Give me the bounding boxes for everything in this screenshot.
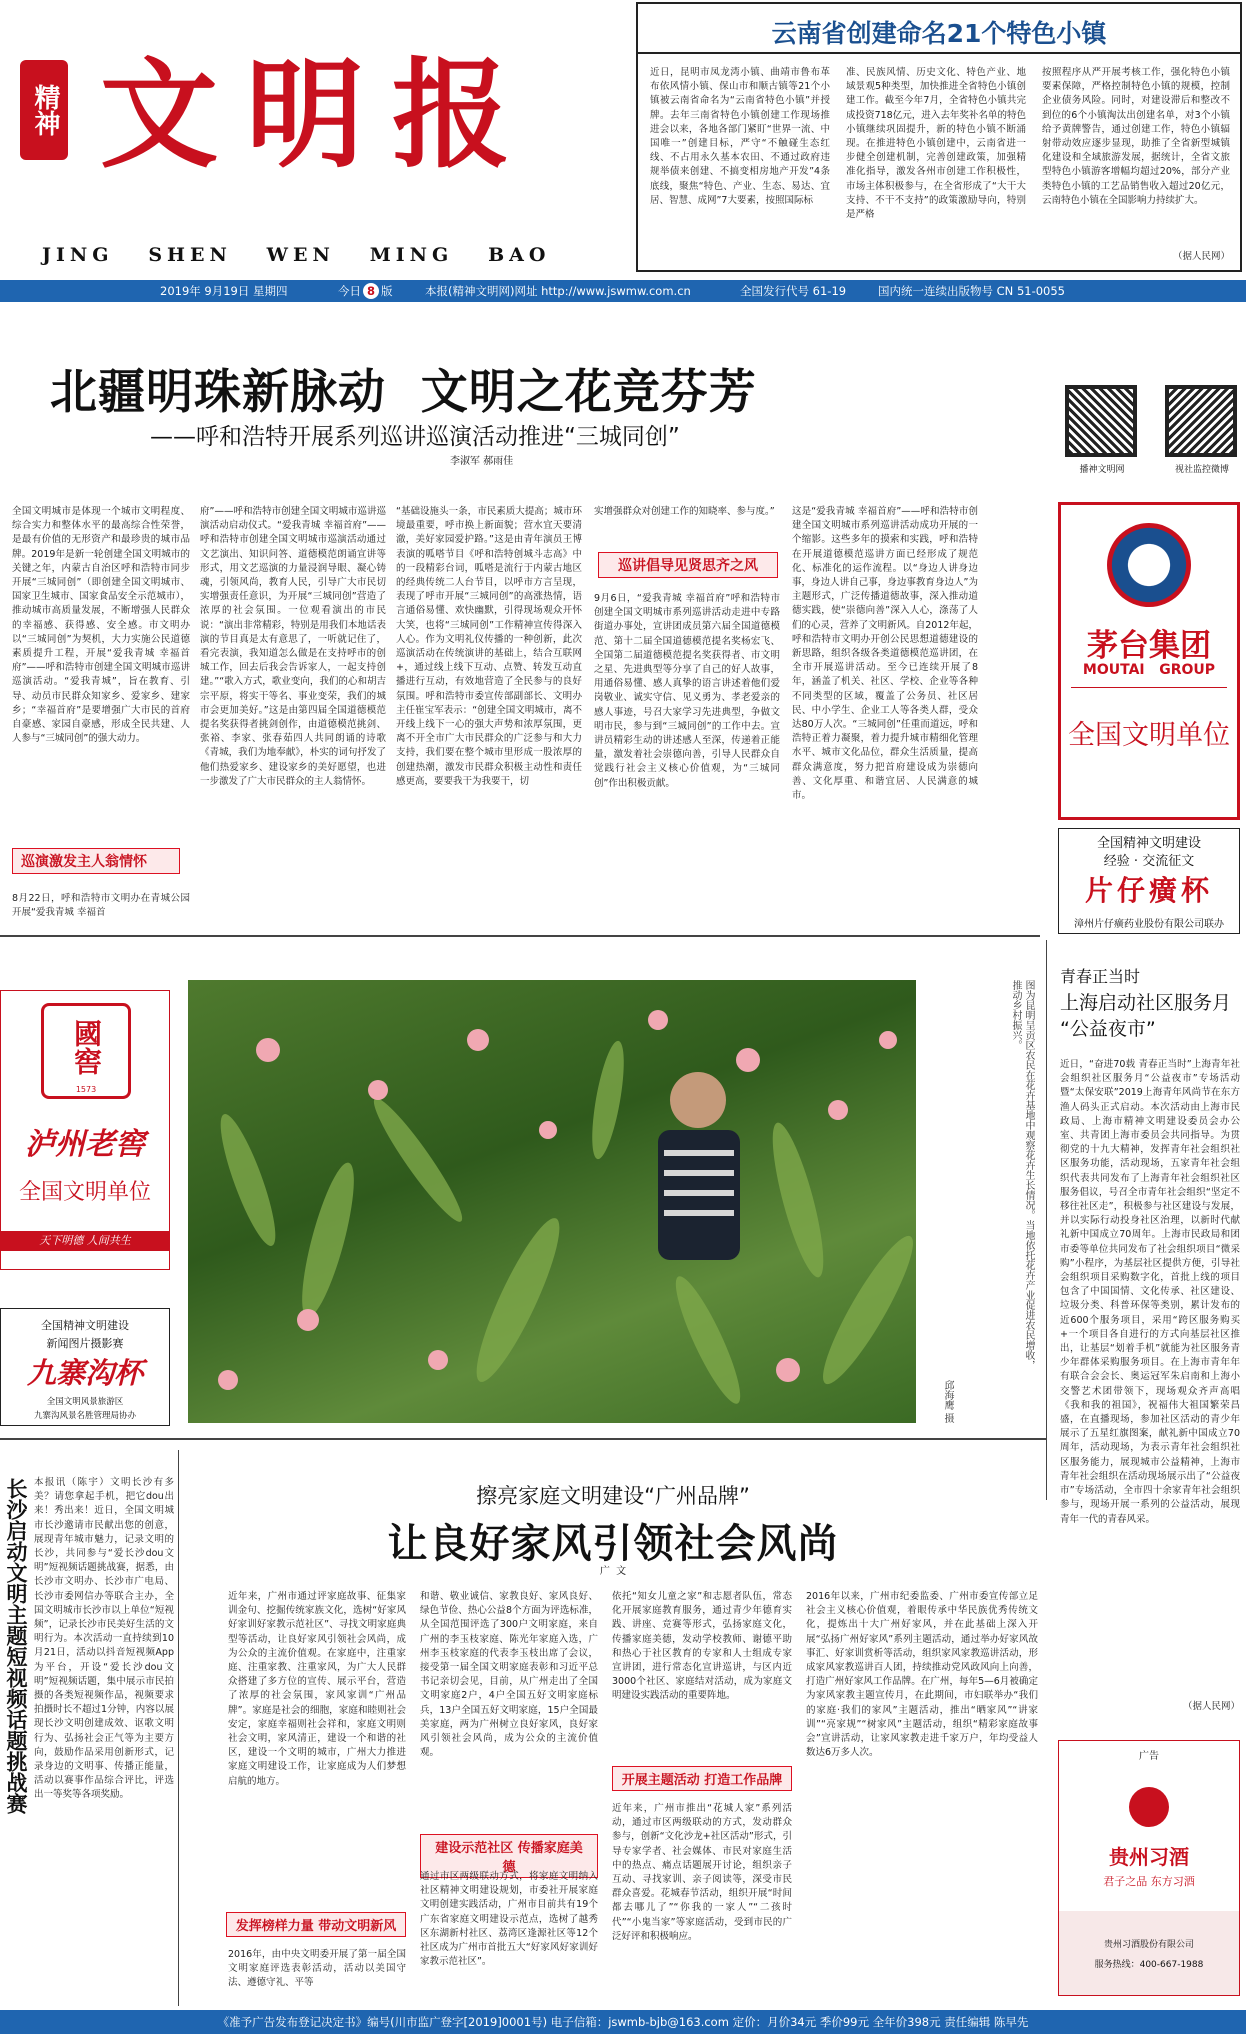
laojiao-bar: 天下明德 人间共生 bbox=[1, 1231, 169, 1251]
bottom-box2: 建设示范社区 传播家庭美德 bbox=[420, 1834, 598, 1878]
right-byline: （据人民网） bbox=[1182, 1701, 1240, 1712]
qr-code-1[interactable] bbox=[1065, 385, 1137, 457]
photo-caption: 图为昆明呈贡区农民在花卉基地中观察花卉生长情况。当地依托花卉产业促进农民增收，推动乡村振兴。 bbox=[1010, 980, 1034, 1370]
jzg-name: 九寨沟杯 bbox=[26, 1356, 143, 1390]
xijiu-logo-icon bbox=[1129, 1787, 1169, 1827]
bottom-kicker: 擦亮家庭文明建设“广州品牌” bbox=[476, 1484, 750, 1508]
bottom-col2: 和谐、敬业诚信、家教良好、家风良好、绿色节俭、热心公益8个方面为评选标准，从全国范围评选了300户文明家庭，来自广州的李玉枝家庭、陈光年家庭入选，广州李玉枝家庭的代表李玉枝出席了会议，接受第一届全国文明家庭表彰和习近平总书记亲切会见，目前，从广州走出了全国文明家庭2户，4户全国五好文明家庭标兵，13户全国五好文明家庭，15户全国最美家庭，两为广州树立良好家风，良好家风引领社会风尚，成为公众的主流价值观。 bbox=[420, 1591, 598, 1759]
bottom-col2b: 通过市区两级联动方式，将家庭文明纳入社区精神文明建设规划，市委社开展家庭文明创建实践活动，广州市目前共有19个广东省家庭文明建设示范点，选树了越秀区东湖新村社区、荔湾区逢源社区等12个社区成为广州市首批五大“好家风好家训好家教示范社区”。 bbox=[420, 1871, 598, 1968]
moutai-ad bbox=[1058, 502, 1240, 820]
laojiao-name: 泸州老窖 bbox=[25, 1127, 145, 1162]
pzh-ad bbox=[1058, 828, 1240, 934]
xijiu-ad-label: 广告 bbox=[1139, 1751, 1159, 1762]
left-vert-title: 长沙启动文明主题短视频话题挑战赛 bbox=[4, 1478, 28, 1814]
xijiu-slogan: 君子之品 东方习酒 bbox=[1103, 1875, 1195, 1888]
main-col4a: 实增强群众对创建工作的知晓率、参与度。” bbox=[594, 506, 775, 517]
main-col5: 这是“爱我青城 幸福首府”——呼和浩特市创建全国文明城市系列巡讲活动成功开展的一个缩影。这些多年的摸索和实践，呼和浩特在开展道德模范巡讲方面已经形成了规范化、标准化的运作流程。以“身边人讲身边事，身边人讲自己事，身边事教育身边人”为主题形式，广泛传播道德故事，深入推动道德实践，使“崇德向善”深入人心，涤荡了人们的心灵，营养了文明新风。自2012年起，呼和浩特市文明办开创公民思想道德建设的新思路，组织各级各类道德模范巡讲团，在全市开展巡讲活动。至今已连续开展了8年，涵盖了机关、社区、学校、企业等各种不同类型的区域，覆盖了公务员、社区居民、中小学生、企业工人等各类人群，受众达80万人次。“三城同创”任重而道远，呼和浩特正着力凝聚，着力提升城市精细化管理水平、城市文化品位，群众生活质量，提高群众满意度，努力把首府建设成为崇德向善、文化厚重、和谐宜居、人民满意的城市。 bbox=[792, 506, 978, 802]
bottom-byline: 广 文 bbox=[599, 1566, 627, 1577]
masthead-pinyin: JING SHEN WEN MING BAO bbox=[42, 244, 551, 266]
top-story-col3: 按照程序从严开展考核工作，强化特色小镇要素保障，严格控制特色小镇的规模，控制企业债务风险。同时，对建设滞后和整改不到位的6个小镇淘汰出创建名单，对3个小镇给予黄牌警告，通过创建工作，特色小镇辐射带动效应逐步显现，助推了全省新型城镇化建设和全域旅游发展，据统计，全省文旅型特色小镇游客增幅均超过20%，部分产业类特色小镇的工艺品销售收入超过20亿元，云南特色小镇在全国影响力持续扩大。 bbox=[1042, 67, 1230, 206]
bottom-col3b: 近年来，广州市推出“花城人家”系列活动，通过市区两级联动的方式，发动群众参与，创新“文化沙龙+社区活动”形式，引导专家学者、社会媒体、市民对家庭生活中的热点、痛点话题展开讨论，组织亲子互动、寻找家训、亲子阅读等，深受市民群众喜爱。花城春节活动，组织开展“时间都去哪儿了”“你我的一家人”“二孩时代”“小鬼当家”等家庭活动，受到市民的广泛好评和积极响应。 bbox=[612, 1803, 792, 1942]
cn-number: 国内统一连续出版物号 CN 51-0055 bbox=[878, 284, 1065, 298]
right-kicker: 青春正当时 bbox=[1060, 967, 1141, 986]
bottom-col1b: 2016年，由中央文明委开展了第一届全国文明家庭评选表彰活动，活动以美国守法、遵德守礼、平等 bbox=[228, 1949, 406, 1989]
website: 本报(精神文明网)网址 http://www.jswmw.com.cn bbox=[425, 284, 691, 298]
footer-bar bbox=[0, 2010, 1246, 2034]
masthead-logo-small: 精神 bbox=[30, 84, 60, 136]
masthead-logo: 文明报 bbox=[100, 45, 539, 184]
qr-label-2: 视社监控微博 bbox=[1174, 465, 1229, 475]
pzh-mid: 经验 · 交流征文 bbox=[1103, 854, 1195, 869]
laojiao-ad bbox=[0, 990, 170, 1270]
masthead-seal bbox=[20, 60, 68, 160]
jzg-top: 全国精神文明建设 bbox=[41, 1319, 129, 1332]
main-box2: 巡讲倡导见贤思齐之风 bbox=[598, 552, 778, 578]
guojiao-seal bbox=[41, 1003, 131, 1099]
flower-field-image bbox=[188, 980, 916, 1423]
issue-date: 2019年 9月19日 星期四 bbox=[160, 284, 288, 298]
right-body: 近日，“奋进70载 青春正当时”上海青年社会组织社区服务月“公益夜市”专场活动暨“太保安联”2019上海青年风尚节在东方渔人码头正式启动。本次活动由上海市民政局、上海市精神文明建设委员会办公室、共青团上海市委员会共同指导。为贯彻党的十九大精神，发挥青年社会组织社区服务功能，活动现场，五家青年社会组织代表共同发布了上海青年社会组织社区服务倡议，号召全市青年社会组织“坚定不移往社区走”，积极参与社区建设与发展，并以实际行动投身社区治理，以新时代献礼新中国成立70周年。上海市民政局和团市委等单位共同发布了社会组织项目“微采购”小程序，为基层社区提供方便，引导社会组织项目采购数字化，首批上线的项目包含了中国国情、文化传承、社区建设、垃圾分类、科普环保等类别，累计发布的近600个服务项目，采用“跨区服务购买+一个项目各自进行的方式向基层社区推出，让基层“划着手机”就能为社区服务青少年群体采购服务项目。在上海市青年年有联合会会长、奥运冠军朱启南和上海小交警艺术团带领下，现场观众齐声高唱《我和我的祖国》，祝福伟大祖国繁荣昌盛，在直播现场，参加社区活动的青少年展示了五星红旗图案，献礼新中国成立70周年，活动现场，为表示青年社会组织社区服务能力，展现城市公益精神，上海市青年社会组织在活动现场展示出了“公益夜市”专场活动，全市四十余家青年社会组织参与，现场开展一系列的公益活动，展现青年一代的青春风采。 bbox=[1060, 1059, 1240, 1525]
guojiao-seal-text: 國窖 bbox=[70, 1019, 103, 1075]
page-count-suffix: 版 bbox=[381, 284, 393, 298]
main-col1: 全国文明城市是体现一个城市文明程度、综合实力和整体水平的最高综合性荣誉，是最有价值的无形资产和最珍贵的城市品牌。2019年是新一轮创建全国文明城市的关键之年，内蒙古自治区呼和浩特市同步开展“三城同创”（即创建全国文明城市、国家卫生城市、国家食品安全示范城市），推动城市高质量发展，不断增强人民群众的幸福感、获得感、安全感。市文明办以“三城同创”为契机，大力实施公民道德素质提升工程，开展“爱我青城 幸福首府”——呼和浩特市创建全国文明城市巡讲巡演活动。“爱我青城”，旨在教育、引导、动员市民群众知家乡、爱家乡、建家乡；“幸福首府”是要增强广大市民的首府自豪感、家园自豪感，形成全民共建、人人参与“三城同创”的强大动力。 bbox=[12, 506, 190, 745]
issue-code: 全国发行代号 61-19 bbox=[740, 284, 847, 298]
main-photo bbox=[188, 980, 916, 1423]
moutai-logo-text: MOUTAI bbox=[1129, 561, 1169, 571]
page-count-prefix: 今日 bbox=[338, 284, 361, 298]
main-col2: 府”——呼和浩特市创建全国文明城市巡讲巡演活动启动仪式。“爱我青城 幸福首府”——呼和浩特市创建全国文明城市巡演活动通过文艺演出、知识问答、道德模范朗诵宣讲等形式，用文艺巡演的力量浸润导眼、凝心铸魂，引领风尚，教育人民，引导广大市民切实增强责任意识，为开展“三城同创”营造了浓厚的社会氛围。一位观看演出的市民说：“演出非常精彩，特别是用我们本地话表演的节目真是太有意思了，一听就记住了，看完表演，我知道怎么做是在支持呼市的创城工作，回去后我会告诉家人，一起支持创建。”“歌入方式，歌业变向，我们的心和胡吉宗平原，将实干等名、事业变荣，我们的城市会更加美好。”这是由第四届全国道德模范提名奖获得者挑剑创作，由道德模范挑剑、张裕、李家、张春茹四人共同朗诵的诗歌《青城，我们为地奉献》，朴实的词句抒发了他们热爱家乡、建设家乡的美好愿望，也进一步激发了广大市民群众的主人翁情怀。 bbox=[200, 506, 386, 787]
xijiu-tel: 服务热线：400-667-1988 bbox=[1094, 1960, 1204, 1970]
jzg-mid: 新闻图片摄影赛 bbox=[46, 1337, 124, 1350]
bottom-col3: 依托“知女儿童之家”和志愿者队伍，常态化开展家庭教育服务，通过青少年德育实践、讲座、竞赛等形式，弘扬家庭文化，传播家庭美德，发动学校教师、谢德平助和热心于社区教育的专家和人士组成专家宣讲团，进行常态化宣讲巡讲，与区内近3000个社区、家庭结对活动，成为家庭文明建设实践活动的重要阵地。 bbox=[612, 1591, 792, 1702]
right-title1: 上海启动社区服务月 bbox=[1060, 992, 1232, 1014]
pzh-top: 全国精神文明建设 bbox=[1096, 836, 1201, 851]
jzg-co2: 九寨沟风景名胜管理局协办 bbox=[33, 1411, 136, 1421]
bottom-title: 让良好家风引领社会风尚 bbox=[387, 1521, 839, 1567]
page-count-num: 8 bbox=[363, 283, 379, 299]
masthead bbox=[0, 0, 630, 275]
moutai-name: 茅台集团 bbox=[1087, 628, 1211, 664]
footer-text: 《准予广告发布登记决定书》编号(川市监广登字[2019]0001号) 电子信箱：jswmb-bjb@163.com 定价：月价34元 季价99元 全年价398元 责任编辑 陈早先 bbox=[217, 2015, 1029, 2029]
main-col4: 9月6日，“爱我青城 幸福首府”呼和浩特市创建全国文明城市系列巡讲活动走进中专路街道办事处，宣讲团成员第六届全国道德模范、第十二届全国道德模范提名奖杨宏飞、全国第二届道德模范提名奖获得者、市文明之星、先进典型等分享了自己的好人故事，用通俗易懂、感人真挚的语言讲述着他们爱岗敬业、诚实守信、见义勇为、孝老爱亲的感人事迹，号召大家学习先进典型，争做文明市民，参与到“三城同创”的工作中去。宣讲员精彩生动的讲述感人至深，传递着正能量，激发着社会崇德向善，引导人民群众自觉践行社会主义核心价值观，为“三城同创”作出积极贡献。 bbox=[594, 593, 780, 789]
guojiao-seal-sub: 1573 bbox=[75, 1085, 97, 1094]
main-subtitle: ——呼和浩特开展系列巡讲巡演活动推进“三城同创” bbox=[150, 424, 680, 450]
xijiu-name: 贵州习酒 bbox=[1109, 1845, 1189, 1869]
main-title: 北疆明珠新脉动 文明之花竞芬芳 bbox=[50, 365, 757, 420]
bottom-box1: 发挥榜样力量 带动文明新风 bbox=[226, 1912, 406, 1937]
info-bar bbox=[0, 280, 1246, 302]
bottom-box3: 开展主题活动 打造工作品牌 bbox=[612, 1766, 792, 1791]
main-col3: “基础设施头一条，市民素质大提高；城市环境最重要，呼市换上新面貌；营水宜天要清澈，美好家园爱护路。”这是由青年演员王博表演的呱嗒节目《呼和浩特创城斗志高》中的一段精彩台词，呱嗒是流行于内蒙古地区的经典传统二人台节目，以呼市方言呈现，表现了呼市开展“三城同创”的高涨热情，语言通俗易懂、欢快幽默，引得现场观众开怀大笑，也将“三城同创”工作精神宣传得深入人心。作为文明礼仪传播的一种创新，此次巡演活动在传统演讲的基础上，结合互联网+，通过线上线下互动、点赞、转发互动直播进行互动，有效地营造了全民参与的良好氛围。呼和浩特市委宣传部副部长、文明办主任崔宝军表示：“创建全国文明城市，离不开线上线下一心的强大声势和浓厚氛围，更离不开全市广大市民群众的广泛参与和大力支持，我们要在整个城市里形成一股浓厚的创建热潮，激发市民群众积极主动性和责任感更高，要要我干为我要干，切 bbox=[396, 506, 582, 787]
laojiao-slogan: 全国文明单位 bbox=[18, 1180, 151, 1205]
qr-label-1: 播神文明网 bbox=[1079, 465, 1125, 475]
top-story-byline: （据人民网） bbox=[1172, 251, 1230, 262]
jzg-co1: 全国文明风景旅游区 bbox=[46, 1397, 124, 1407]
moutai-en: MOUTAI GROUP bbox=[1082, 662, 1216, 678]
qr-code-2[interactable] bbox=[1165, 385, 1237, 457]
page-count bbox=[338, 280, 393, 302]
top-story bbox=[636, 2, 1242, 272]
main-box1: 巡演激发主人翁情怀 bbox=[12, 848, 180, 874]
main-col1b: 8月22日，呼和浩特市文明办在青城公园开展“爱我青城 幸福首 bbox=[12, 893, 190, 919]
left-vert-body: 本报讯（陈宇）文明长沙有多美？请您拿起手机，把它dou出来！秀出来！近日，全国文明城市长沙邀请市民献出您的创意，展现青年城市魅力，记录文明的长沙，共同参与“爱长沙dou文明”短视频话题挑战赛，据悉，由长沙市文明办、长沙市广电局、长沙市委网信办等联合主办，全国文明城市长沙市以上单位“短视频”，记录长沙市民美好生活的文明行为。本次活动一直持续到10月21日，活动以抖音短视频App为平台，开设“爱长沙dou文明”短视频话题，集中展示市民拍摄的各类短视频作品，视频要求拍摄时长不超过1分钟，内容以展现长沙文明创建成效、讴歌文明行为、弘扬社会正气等为主要方向，鼓励作品采用创新形式，记录身边的文明事、传播正能量，活动以赛事作品综合评比，评选出一等奖等各项奖励。 bbox=[34, 1477, 174, 1801]
farmer-figure bbox=[658, 1072, 740, 1260]
top-story-col1: 近日，昆明市凤龙湾小镇、曲靖市鲁布革布依风情小镇、保山市和顺古镇等21个小镇被云南省命名为“云南省特色小镇”并授牌。去年三南省特色小镇创建工作现场推进会以来，各地各部门紧盯“世界一流、中国唯一”创建目标，严守“不触碰生态红线、不占用永久基本农田、不通过政府违规举债来创建、不搞变相房地产开发”4条底线，聚焦“特色、产业、生态、易达、宜居、智慧、成网”7大要素，按照国际标 bbox=[650, 67, 830, 206]
xijiu-co: 贵州习酒股份有限公司 bbox=[1103, 1940, 1194, 1950]
jzg-ad bbox=[0, 1308, 170, 1426]
main-byline: 李淑军 郝雨佳 bbox=[450, 456, 514, 467]
pzh-name: 片仔癀杯 bbox=[1084, 874, 1213, 907]
bottom-col4: 2016年以来，广州市纪委监委、广州市委宣传部立足社会主义核心价值观，着眼传承中华民族优秀传统文化，提炼出十大广州好家风，并在此基础上深入开展“弘扬广州好家风”系列主题活动，通过举办好家风故事汇、好家训赏析等活动，组织家风家教巡讲活动，形成家风家教巡讲百人团，持续推动党风政风向上向善，打造广州好家风工作品牌。在广州，每年5—6月被确定为家风家教主题宣传月，在此期间，市妇联举办“我们的家庭·我们的家风”主题活动，推出“晒家风”“讲家训”“亮家规”“树家风”主题活动，组织“精彩家庭故事会”宣讲活动，让家风家教走进千家万户，年均受益人数达6万多人次。 bbox=[806, 1591, 1038, 1759]
photo-credit: 邱海鹰 摄 bbox=[942, 1380, 953, 1424]
pzh-co: 漳州片仔癀药业股份有限公司联办 bbox=[1074, 919, 1224, 930]
top-story-col2: 准、民族风情、历史文化、特色产业、地域景观5种类型，加快推进全省特色小镇创建工作。截至今年7月，全省特色小镇共完成投资718亿元，进入去年奖补名单的特色小镇继续巩固提升，新的特色小镇不断涌现。在推进特色小镇创建中，云南省进一步健全创建机制，完善创建政策，加强精准化指导，激发各州市创建工作积极性，市场主体积极参与，在全省形成了“大干大支持、不干不支持”的政策激励导向，特别是严格 bbox=[846, 67, 1026, 221]
top-story-title: 云南省创建命名21个特色小镇 bbox=[771, 19, 1107, 48]
moutai-slogan: 全国文明单位 bbox=[1068, 720, 1230, 751]
right-title2: “公益夜市” bbox=[1060, 1018, 1156, 1040]
xijiu-ad bbox=[1058, 1740, 1240, 1996]
bottom-col1: 近年来，广州市通过评家庭故事、征集家训金句、挖掘传统家族文化，选树“好家风好家训好家教示范社区”、寻找文明家庭典型等活动，让良好家风引领社会风尚，成为公众的主流价值观。在家庭中，注重家庭、注重家教、注重家风，为广大人民群众搭建了多方位的宣传、展示平台，营造了浓厚的社会氛围，家风家训“广州品牌”。家庭是社会的细胞，家庭和睦则社会安定，家庭幸福则社会祥和，家庭文明则社会文明，家风清正，建设一个和谐的社区，建设一个文明的城市，广州大力推进家庭文明建设工作，让家庭成为人们梦想启航的地方。 bbox=[228, 1591, 406, 1787]
